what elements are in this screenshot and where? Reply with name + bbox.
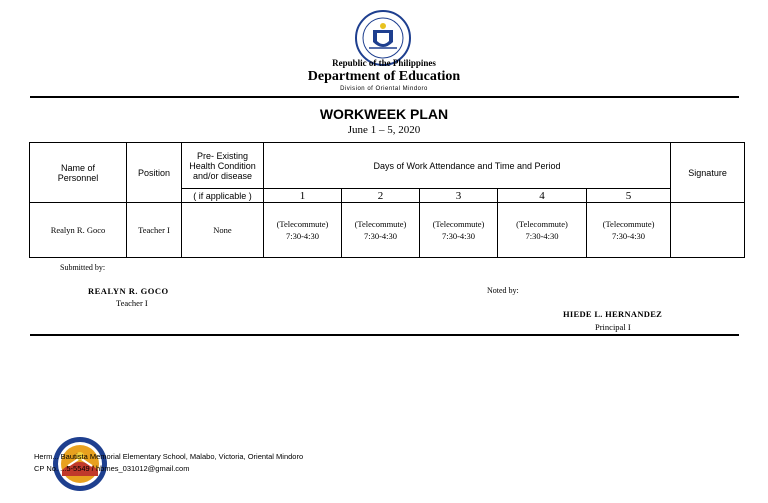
date-range: June 1 – 5, 2020 [347, 124, 421, 136]
division-heading: Division of Oriental Mindoro [340, 86, 428, 92]
day-number-3: 3 [420, 189, 498, 203]
day-number-1: 1 [264, 189, 342, 203]
cell-day-1 [264, 203, 342, 258]
cell-day-3 [420, 203, 498, 258]
day-number-5: 5 [587, 189, 671, 203]
cell-day-4 [498, 203, 587, 258]
table-row [30, 203, 745, 258]
day-number-4: 4 [498, 189, 587, 203]
day-number-2: 2 [342, 189, 420, 203]
day-5-mode: (Telecommute) [602, 219, 655, 229]
header-health-condition [182, 143, 264, 189]
day-3-time: 7:30-4:30 [441, 231, 476, 241]
day-2-time: 7:30-4:30 [363, 231, 398, 241]
cell-signature [671, 203, 745, 258]
cell-health: None [182, 203, 264, 258]
day-3-mode: (Telecommute) [432, 219, 485, 229]
republic-heading: Republic of the Philippines [332, 58, 436, 68]
day-4-mode: (Telecommute) [516, 219, 568, 229]
submitted-by-label: Submitted by: [60, 263, 106, 272]
workweek-table [29, 142, 745, 258]
footer-contact: CP No. ...5-5549 / hbmes_031012@gmail.com [34, 464, 190, 473]
submitter-role: Teacher I [116, 298, 148, 308]
day-1-mode: (Telecommute) [276, 219, 329, 229]
header-position: Position [127, 143, 182, 203]
day-4-time: 7:30-4:30 [525, 231, 559, 241]
document-title: WORKWEEK PLAN [319, 106, 449, 122]
day-1-time: 7:30-4:30 [285, 231, 320, 241]
department-heading: Department of Education [307, 69, 461, 84]
footer-school-address: Herm... Bautista Memorial Elementary School, Malabo, Victoria, Oriental Mindoro [34, 452, 304, 461]
noter-role: Principal I [595, 322, 631, 332]
cell-day-2 [342, 203, 420, 258]
cell-personnel-name: Realyn R. Goco [30, 203, 127, 258]
signature-divider [30, 334, 739, 336]
submitter-name: REALYN R. GOCO [88, 286, 169, 296]
header-name-of-personnel: Name of Personnel [30, 143, 127, 203]
cell-day-5 [587, 203, 671, 258]
health-condition-note: ( if applicable ) [182, 189, 264, 203]
day-5-time: 7:30-4:30 [612, 231, 646, 241]
day-2-mode: (Telecommute) [354, 219, 407, 229]
header-days-of-work: Days of Work Attendance and Time and Period [264, 143, 671, 189]
health-condition-label: Pre- Existing Health Condition and/or disease [189, 150, 256, 181]
noted-by-label: Noted by: [487, 286, 519, 295]
cell-position: Teacher I [127, 203, 182, 258]
header-signature: Signature [671, 143, 745, 203]
header-divider [30, 96, 739, 98]
noter-name: HIEDE L. HERNANDEZ [563, 309, 663, 319]
